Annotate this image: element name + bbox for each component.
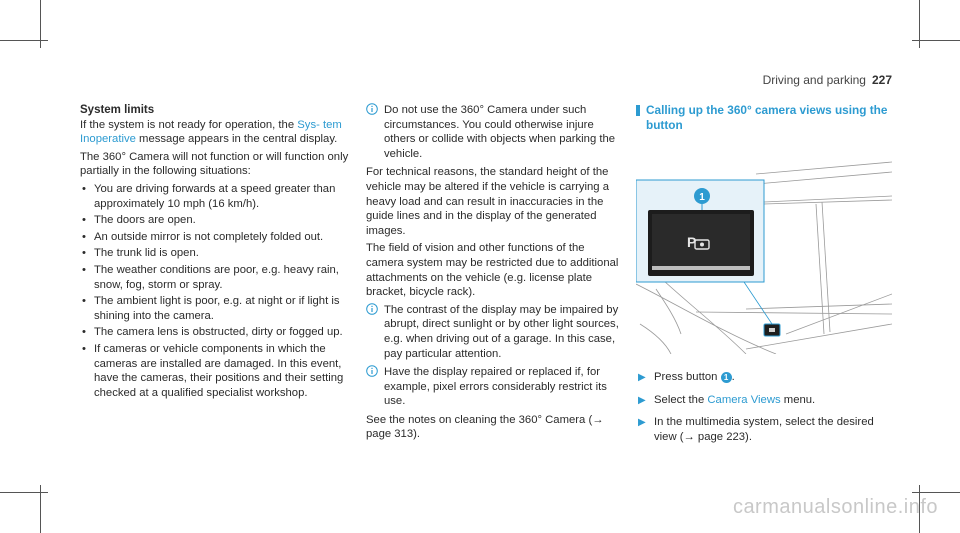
- step-text: Select the: [654, 393, 708, 406]
- arrow-right-icon: ▶: [638, 417, 646, 429]
- list-item: • The ambient light is poor, e.g. at night or if light is shining into the camera.: [80, 294, 352, 323]
- section-name: Driving and parking: [762, 73, 866, 87]
- list-item: • The camera lens is obstructed, dirty or fogged up.: [80, 325, 352, 340]
- system-inoperative-message: Sys- tem Inoperative: [80, 118, 342, 146]
- section-heading: Calling up the 360° camera views using the button: [636, 103, 896, 132]
- list-item: • The trunk lid is open.: [80, 246, 352, 261]
- list-item: • If cameras or vehicle components in which the cameras are installed are damaged. In this event, have the cameras, their positions and their setting checked at a qualified specialist workshop.: [80, 342, 352, 400]
- list-item: • An outside mirror is not completely folded out.: [80, 230, 352, 245]
- step-text: In the multimedia system, select the desired view (→ page 223).: [654, 416, 874, 443]
- column-system-limits: [80, 103, 352, 402]
- note-block: [366, 365, 620, 409]
- step-text-end: menu.: [780, 393, 816, 406]
- crop-mark: [912, 40, 960, 41]
- note-text: Do not use the 360° Camera under such circumstances. You could otherwise injure others or collide with objects when parking the vehicle.: [384, 104, 616, 160]
- dashboard-illustration: [636, 144, 892, 354]
- crop-mark: [0, 40, 48, 41]
- column-notes: [366, 103, 620, 445]
- intro-paragraph: [80, 118, 352, 147]
- step-text-end: .: [731, 371, 735, 383]
- step-item: [636, 415, 896, 444]
- page-number: 227: [871, 73, 892, 87]
- info-icon: [366, 365, 378, 377]
- list-item: • The weather conditions are poor, e.g. heavy rain, snow, fog, storm or spray.: [80, 263, 352, 292]
- info-icon: [366, 303, 378, 315]
- paragraph: For technical reasons, the standard height of the vehicle may be altered if the vehicle is carrying a heavy load and can result in inaccuracies in the guide lines and in the display of the generated images.: [366, 166, 609, 237]
- intro-text: If the system is not ready for operation, the: [80, 118, 298, 131]
- camera-views-menu: Camera Views: [707, 393, 781, 406]
- limit-list: [80, 182, 352, 400]
- note-text: The contrast of the display may be impaired by abrupt, direct sunlight or by other light sources, e.g. when driving out of a garage. In this case, pay particular attention.: [384, 303, 619, 360]
- situations-paragraph: The 360° Camera will not function or will function only partially in the following situations:: [80, 150, 349, 178]
- arrow-right-icon: ▶: [638, 394, 646, 406]
- crop-mark: [912, 492, 960, 493]
- list-item: • The doors are open.: [80, 213, 352, 228]
- note-block: [366, 303, 620, 361]
- paragraph: The field of vision and other functions of the camera system may be restricted due to additional attachments on the vehicle (e.g. license plate bracket, bicycle rack).: [366, 242, 619, 299]
- arrow-right-icon: ▶: [638, 372, 646, 383]
- column-camera-views: [636, 103, 896, 452]
- callout-number: 1: [721, 372, 732, 383]
- intro-text-end: message appears in the central display.: [135, 133, 338, 146]
- info-icon: [366, 103, 378, 115]
- section-heading: System limits: [80, 104, 155, 116]
- list-item: • You are driving forwards at a speed greater than approximately 10 mph (16 km/h).: [80, 182, 352, 211]
- note-block: [366, 103, 620, 161]
- step-item: [636, 370, 896, 385]
- callout-number: 1: [699, 192, 705, 203]
- step-item: [636, 393, 896, 408]
- watermark: carmanualsonline.info: [732, 496, 938, 518]
- paragraph: See the notes on cleaning the 360° Camera (→ page 313).: [366, 413, 604, 441]
- page-header: [763, 73, 892, 87]
- crop-mark: [0, 492, 48, 493]
- note-text: Have the display repaired or replaced if, for example, pixel errors considerably restrict its use.: [384, 366, 607, 408]
- step-text: Press button: [654, 371, 721, 383]
- svg-text:P: P: [687, 234, 697, 250]
